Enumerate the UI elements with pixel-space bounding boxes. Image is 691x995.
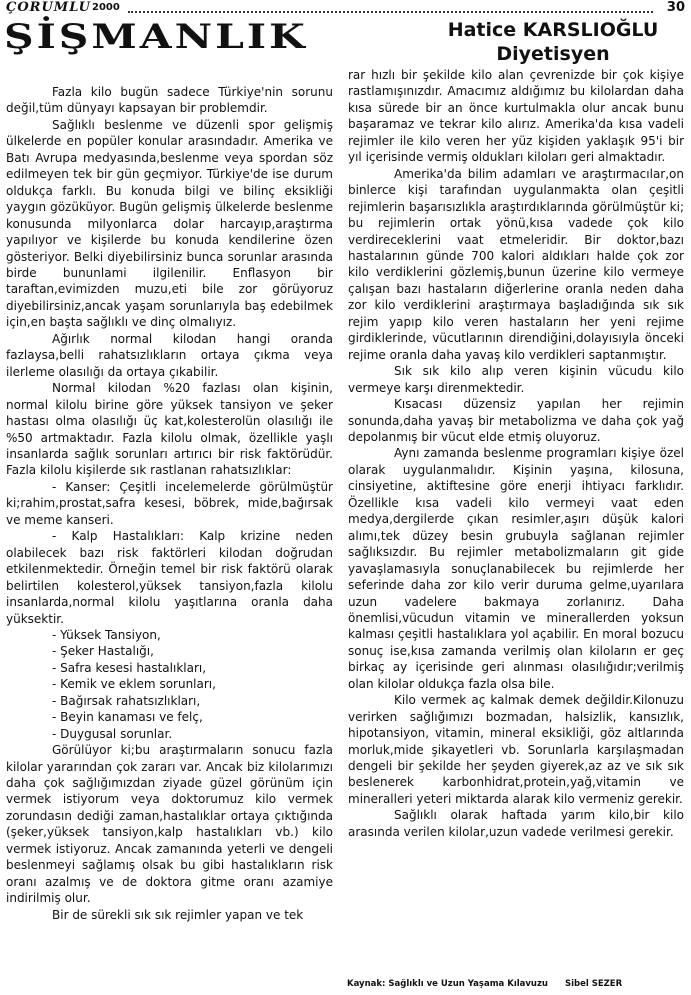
paragraph: Kilo vermek aç kalmak demek değildir.Kilonuzu verirken sağlığımızı bozmadan, halsizlik, kansızlık, hipotansiyon, vitamin, mineral eksikliği, göz altlarında morluk,mide şikayetleri vb. Sorunlarla karşılaşmadan dengeli bir şekilde her şeyden giyerek,az az ve sık sık beslenerek karbonhidrat,protein,yağ,vitamin ve mineralleri yeteri miktarda alarak kilo vermeniz gerekir. [348,693,684,806]
paragraph: Amerika'da bilim adamları ve araştırmacılar,on binlerce kişi tarafından uygulanmakta olan çeşitli rejimlerin başarısızlıkla araştırdıklarında görülmüştür ki; bu rejimlerin ortak yönü,kısa vadede çok kilo verdireceklerini vaat etmeleridir. Bir doktor,bazı hastalarının günde 700 kalori aldıkları halde çok zor kilo verdiklerini gözlemiş,bunun üzerine kilo vermeye çalışan bazı hastaların diğerlerine oranla neden daha zor kilo verdiklerini araştırmaya başladığında sık sık rejim yapıp kilo veren hastaların her yeni rejime girdiklerinde, vücutlarının direndiğini,dolayısıyla önceki rejime oranla daha yavaş kilo verdikleri saptanmıştır. [348,166,684,362]
source-author: Sibel SEZER [564,979,623,989]
paragraph: Sağlıklı olarak haftada yarım kilo,bir kilo arasında verilen kilolar,uzun vadede verilmesi gerekir. [348,808,684,839]
paragraph: rar hızlı bir şekilde kilo alan çevrenizde bir çok kişiye rastlamışınızdır. Amacımız aldığımız bu kilolardan daha kısa sürede bir an önce kurtulmakla olur ancak bunu başaramaz ve tekrar kilo alırız. Amerika'da kısa vadeli rejimler ile kilo veren her yüz kişiden yaklaşık 95'i bir yıl içerisinde vermiş oldukları kiloları geri almaktadır. [348,68,684,165]
list-item: - Safra kesesi hastalıkları, [52,660,207,675]
article-title: ŞİŞMANLIK [4,16,308,57]
author-block [418,18,688,66]
paragraph: Ağırlık normal kilodan hangi oranda fazlaysa,belli rahatsızlıkların ortaya çıkma veya ilerleme olasılığı da ortaya çıkabilir. [6,331,333,379]
right-column [348,67,684,840]
header-dotted-rule [128,11,653,13]
paragraph: Görülüyor ki;bu araştırmaların sonucu fazla kilolar yararından çok zararı var. Ancak biz kilolarımızı daha çok sağlığımızdan ziyade güzel görünüm için vermek istiyorum veya doktorumuz kilo vermek zorundasın dediği zaman,hastalıklar ortaya çıktığında (şeker,yüksek tansiyon,kalp hastalıkları vb.) kilo vermek istiyoruz. Ancak zamanında yeterli ve dengeli beslenmeyi sağlamış olsak bu gibi hastalıkların risk oranı azalmış ve de doktora gitme oranı azamiye indirilmiş olur. [6,743,333,906]
publication-name: ÇORUMLU [6,0,91,15]
list-item: - Yüksek Tansiyon, [52,627,161,642]
left-column [6,84,333,923]
publication-year: 2000 [92,2,120,13]
paragraph: Fazla kilo bugün sadece Türkiye'nin sorunu değil,tüm dünyayı kapsayan bir problemdir. [6,85,333,116]
author-name: Hatice KARSLIOĞLU [447,19,659,41]
paragraph: Bir de sürekli sık sık rejimler yapan ve tek [52,907,304,922]
paragraph: - Kalp Hastalıkları: Kalp krizine neden olabilecek bazı risk faktörleri kilodan doğrudan etkilenmektedir. Örneğin temel bir risk faktörü olarak belirtilen kolesterol,yüksek tansiyon,fazla kilolu insanlarda,normal kilolu yaşıtlarına oranla daha yüksektir. [6,529,333,626]
page-number: 30 [666,0,685,15]
paragraph: Kısacası düzensiz yapılan her rejimin sonunda,daha yavaş bir metabolizma ve daha çok yağ depolanmış bir vücut elde etmiş oluyoruz. [348,397,684,444]
source-text: Kaynak: Sağlıklı ve Uzun Yaşama Kılavuzu [347,979,548,989]
list-item: - Duygusal sorunlar. [52,726,173,741]
paragraph: Aynı zamanda beslenme programları kişiye özel olarak uygulanmalıdır. Kişinin yaşına, kilosuna, cinsiyetine, aktiftesine göre enerji ihtiyacı farklıdır. Özellikle kısa vadeli kilo vermeyi vaat eden medya,dergilerde çıkan resimler,aşırı düşük kalori alımı,tek düzey besin grubuyla sağlanan rejimler sağlıksızdır. Bu rejimler metabolizmaların git gide yavaşlamasıyla sonuçlanabilecek bu rejimlerde her seferinde daha zor kilo verir duruma gelme,uyarılara uzun vadelere bakmaya zorlanırız. Daha önemlisi,vücudun vitamin ve minerallerden yoksun kalması çeşitli hastalıklara yol açabilir. En moral bozucu sonuç ise,kısa zamanda verilmiş olan kiloların er geç birkaç ay içerisinde geri alınması olasılığıdır;verilmiş olan kilolar oldukça fazla olsa bile. [348,446,684,691]
list-item: - Bağırsak rahatsızlıkları, [52,693,201,708]
list-item: - Kemik ve eklem sorunları, [52,677,216,692]
author-role: Diyetisyen [496,43,610,65]
paragraph: Sağlıklı beslenme ve düzenli spor gelişmiş ülkelerde en popüler konular arasındadır. Amerika ve Batı Avrupa medyasında,beslenme veya spordan söz edilmeyen tek bir gün geçmiyor. Türkiye'de ise durum oldukça farklı. Bu konuda bilgi ve bilinç eksikliği yaygın gözüküyor. Bugün gelişmiş ülkelerde beslenme konusunda milyonlarca dolar harcayıp,araştırma yapılıyor ve kişilerde bu konuda kendilerine özen gösteriyor. Belki diyebilirsiniz bunca sorunlar arasında birde bununlami ilgilenilir. Enflasyon bir taraftan,evimizden muzu,eti bile zor görüyoruz diyebilirsiniz,ancak yaşam sorunlarıyla baş edebilmek için,en başta sağlıklı ve dinç olmalıyız. [6,117,333,330]
paragraph: Sık sık kilo alıp veren kişinin vücudu kilo vermeye karşı direnmektedir. [348,364,684,395]
list-item: - Beyin kanaması ve felç, [52,710,203,725]
source-citation [347,979,683,989]
list-item: - Şeker Hastalığı, [52,644,154,659]
page-header [0,0,691,18]
paragraph: - Kanser: Çeşitli incelemelerde görülmüştür ki;rahim,prostat,safra kesesi, böbrek, mide,bağırsak ve meme kanseri. [6,479,333,527]
paragraph: Normal kilodan %20 fazlası olan kişinin, normal kilolu birine göre yüksek tansiyon ve şeker hastası olma olasılığı üç kat,kolesterolün olasılığı ile %50 artmaktadır. Fazla kilolu olmak, özellikle yaşlı insanlarda sağlık sorunları artırıcı bir risk faktörüdür. Fazla kilolu kişilerde sık rastlanan rahatsızlıklar: [6,381,333,478]
